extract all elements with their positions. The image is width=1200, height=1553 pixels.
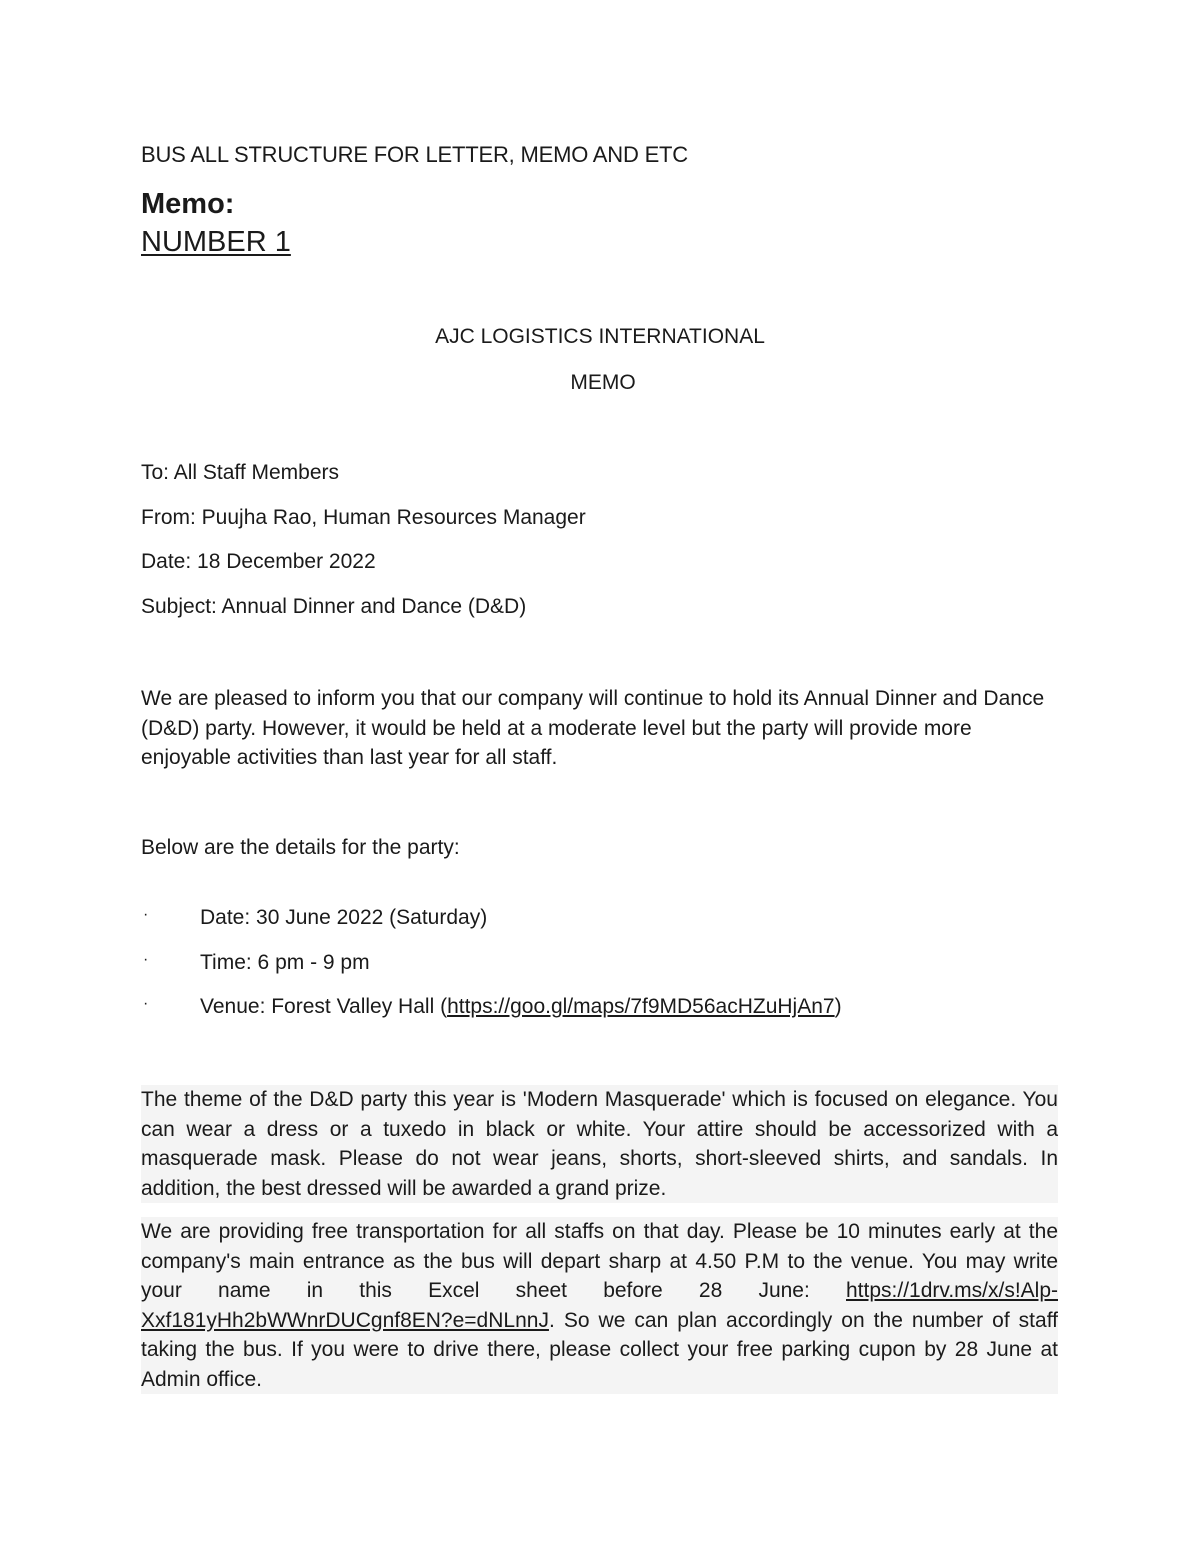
transport-text-after-link: . So we can plan accordingly on the number of staff taking the bus. If you were to drive there, please collect your free parking cupon by 28 June at Admin office. <box>141 1308 1058 1391</box>
memo-date-line: Date: 18 December 2022 <box>141 550 376 573</box>
venue-map-link[interactable]: https://goo.gl/maps/7f9MD56acHZuHjAn7 <box>447 995 835 1018</box>
memo-from-line: From: Puujha Rao, Human Resources Manager <box>141 506 586 529</box>
memo-subject-line: Subject: Annual Dinner and Dance (D&D) <box>141 595 527 618</box>
detail-venue-text <box>200 995 842 1019</box>
intro-paragraph: We are pleased to inform you that our company will continue to hold its Annual Dinner and Dance (D&D) party. However, it would be held at a moderate level but the party will provide more enjoyable activities than last year for all staff. <box>141 687 1045 769</box>
bullet-icon: · <box>143 951 149 968</box>
venue-prefix: Venue: Forest Valley Hall ( <box>200 995 448 1018</box>
bullet-icon: · <box>143 906 149 923</box>
document-title: BUS ALL STRUCTURE FOR LETTER, MEMO AND ETC <box>141 142 688 167</box>
memo-number: NUMBER 1 <box>141 226 291 258</box>
memo-to-line: To: All Staff Members <box>141 461 340 484</box>
detail-time-text: Time: 6 pm - 9 pm <box>200 951 370 974</box>
transport-text-before-link: We are providing free transportation for all staffs on that day. Please be 10 minutes early at the company's main entrance as the bus will depart sharp at 4.50 P.M to the venue. You may write your name in this Excel sheet before 28 June: <box>141 1220 1058 1302</box>
memo-label: Memo: <box>141 188 235 220</box>
memo-heading: MEMO <box>570 371 636 394</box>
transport-paragraph <box>141 1217 1058 1394</box>
theme-paragraph: The theme of the D&D party this year is 'Modern Masquerade' which is focused on elegance. You can wear a dress or a tuxedo in black or white. Your attire should be accessorized with a masquerade mask. Please do not wear jeans, shorts, short-sleeved shirts, and sandals. In addition, the best dressed will be awarded a grand prize. <box>141 1085 1058 1203</box>
details-intro: Below are the details for the party: <box>141 836 460 859</box>
bullet-icon: · <box>143 995 149 1012</box>
excel-sheet-link[interactable]: https://1drv.ms/x/s!Alp-Xxf181yHh2bWWnrDUCgnf8EN?e=dNLnnJ <box>141 1279 1058 1332</box>
company-name: AJC LOGISTICS INTERNATIONAL <box>435 325 765 348</box>
detail-date-text: Date: 30 June 2022 (Saturday) <box>200 906 488 929</box>
venue-suffix: ) <box>834 995 842 1018</box>
